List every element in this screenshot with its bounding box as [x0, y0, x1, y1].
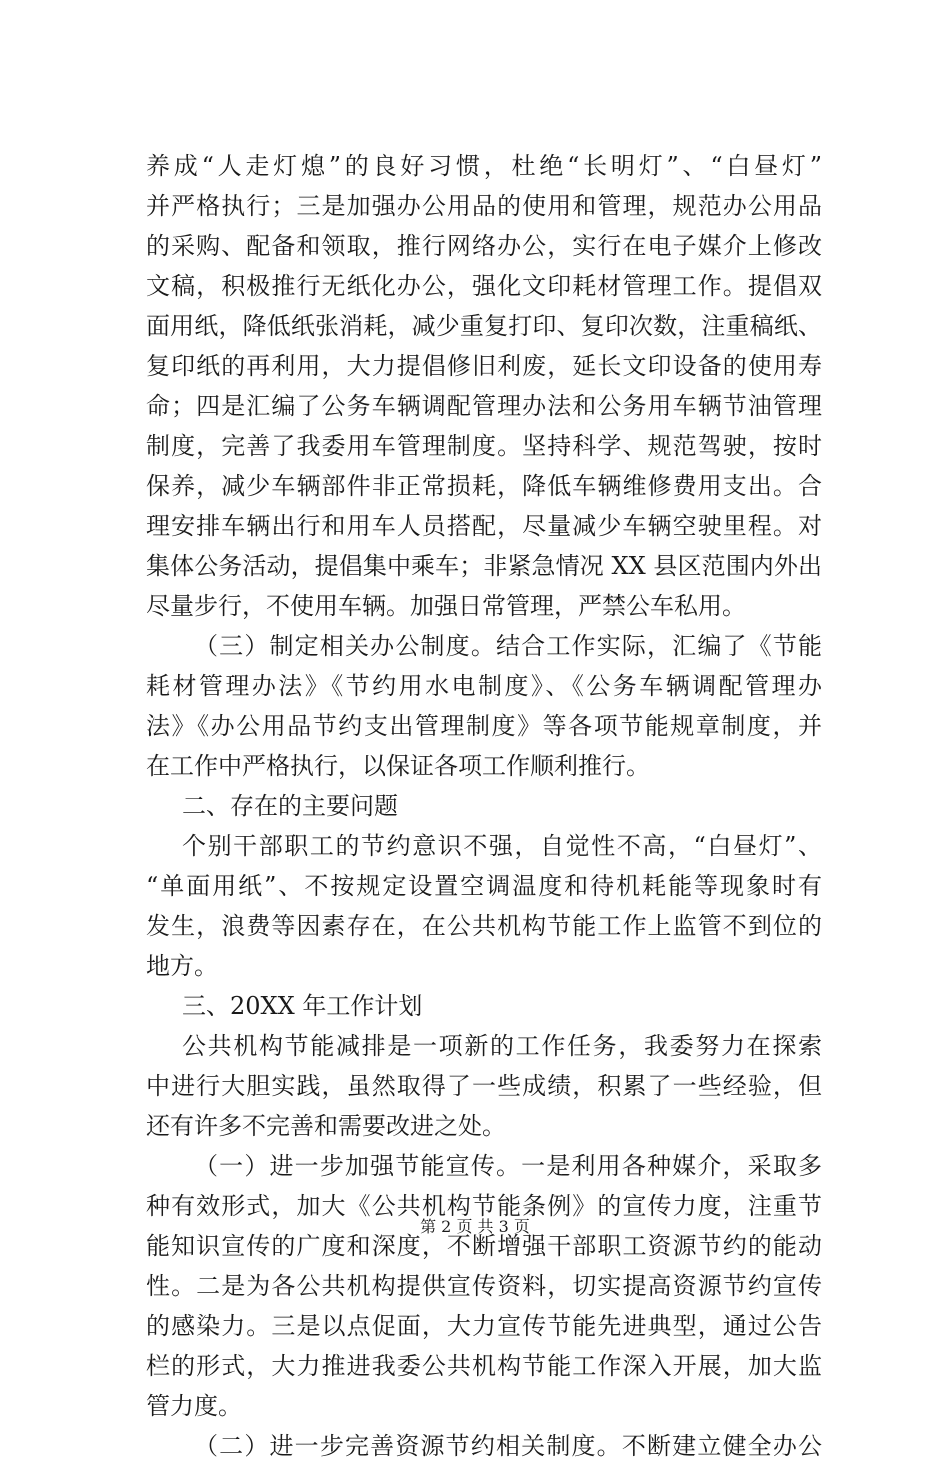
- section-heading-two: （二）进一步完善资源节约相关制度。不断建立健全办公: [194, 1432, 822, 1460]
- text-line: 发生，浪费等因素存在，在公共机构节能工作上监管不到位的: [146, 912, 822, 940]
- text-line: 保养，减少车辆部件非正常损耗，降低车辆维修费用支出。合: [146, 472, 822, 500]
- section-heading-problems: 二、存在的主要问题: [182, 792, 398, 820]
- document-body: [146, 146, 822, 1466]
- text-line: 地方。: [146, 952, 218, 980]
- section-heading-plan: 三、20XX 年工作计划: [182, 992, 423, 1020]
- text-line: 在工作中严格执行，以保证各项工作顺利推行。: [146, 752, 650, 780]
- text-line: 养成“人走灯熄”的良好习惯，杜绝“长明灯”、“白昼灯”: [146, 152, 822, 180]
- text-line: 中进行大胆实践，虽然取得了一些成绩，积累了一些经验，但: [146, 1072, 822, 1100]
- text-line: 集体公务活动，提倡集中乘车；非紧急情况 XX 县区范围内外出: [146, 552, 822, 580]
- text-line: 的采购、配备和领取，推行网络办公，实行在电子媒介上修改: [146, 232, 822, 260]
- text-line: 面用纸，降低纸张消耗，减少重复打印、复印次数，注重稿纸、: [146, 312, 822, 340]
- text-line: 栏的形式，大力推进我委公共机构节能工作深入开展，加大监: [146, 1352, 822, 1380]
- text-line: 个别干部职工的节约意识不强，自觉性不高，“白昼灯”、: [182, 832, 822, 860]
- text-line: 理安排车辆出行和用车人员搭配，尽量减少车辆空驶里程。对: [146, 512, 822, 540]
- text-line: 法》《办公用品节约支出管理制度》等各项节能规章制度，并: [146, 712, 822, 740]
- text-line: 种有效形式，加大《公共机构节能条例》的宣传力度，注重节: [146, 1192, 822, 1220]
- section-heading-one: （一）进一步加强节能宣传。一是利用各种媒介，采取多: [194, 1152, 822, 1180]
- text-line: 复印纸的再利用，大力提倡修旧利废，延长文印设备的使用寿: [146, 352, 822, 380]
- text-line: 的感染力。三是以点促面，大力宣传节能先进典型，通过公告: [146, 1312, 822, 1340]
- text-line: 能知识宣传的广度和深度，不断增强干部职工资源节约的能动: [146, 1232, 822, 1260]
- text-line: 制度，完善了我委用车管理制度。坚持科学、规范驾驶，按时: [146, 432, 822, 460]
- text-line: 文稿，积极推行无纸化办公，强化文印耗材管理工作。提倡双: [146, 272, 822, 300]
- text-line: 耗材管理办法》《节约用水电制度》、《公务车辆调配管理办: [146, 672, 822, 700]
- text-line: 公共机构节能减排是一项新的工作任务，我委努力在探索: [182, 1032, 822, 1060]
- text-line: 尽量步行，不使用车辆。加强日常管理，严禁公车私用。: [146, 592, 746, 620]
- text-line: 还有许多不完善和需要改进之处。: [146, 1112, 506, 1140]
- text-line: 性。二是为各公共机构提供宣传资料，切实提高资源节约宣传: [146, 1272, 822, 1300]
- text-line: 管力度。: [146, 1392, 242, 1420]
- page-number-footer: 第 2 页 共 3 页: [420, 1217, 530, 1236]
- text-line: “单面用纸”、不按规定设置空调温度和待机耗能等现象时有: [146, 872, 822, 900]
- text-line: 并严格执行；三是加强办公用品的使用和管理，规范办公用品: [146, 192, 822, 220]
- text-line: 命；四是汇编了公务车辆调配管理办法和公务用车辆节油管理: [146, 392, 822, 420]
- section-heading-three: （三）制定相关办公制度。结合工作实际，汇编了《节能: [194, 632, 822, 660]
